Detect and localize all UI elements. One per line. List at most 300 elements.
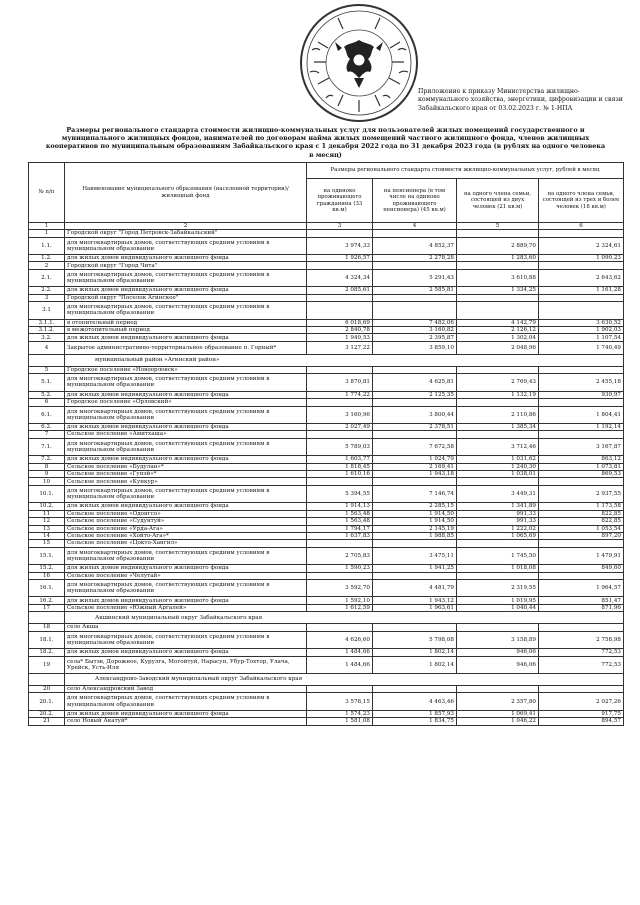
housing-type-name: Закрытое административно-территориальное образование п. Горный* [65, 341, 307, 354]
value-family-three [539, 399, 624, 406]
housing-type-name: для жилых домов индивидуального жилищного фонда [65, 565, 307, 572]
value-family-two: 1 341,89 [457, 503, 539, 510]
housing-type-name: села* Бытэв, Дорожное, Курулга, Могойтуй, Нарасун, Убур-Тохтор, Улача, Урейск, Усть-Иля [65, 656, 307, 674]
value-family-three [539, 540, 624, 547]
value-pensioner [373, 302, 457, 320]
table-row [29, 649, 624, 656]
row-number: 5.1. [29, 374, 65, 392]
housing-type-name: Сельское поселение «Одонгсо» [65, 510, 307, 517]
table-row [29, 255, 624, 262]
table-row [29, 693, 624, 711]
row-number: 6 [29, 399, 65, 406]
value-single: 2 840,78 [307, 327, 373, 334]
value-pensioner: 1 914,50 [373, 510, 457, 517]
value-single: 1 603,77 [307, 456, 373, 463]
value-single: 3 127,22 [307, 341, 373, 354]
value-family-two: 1 018,08 [457, 565, 539, 572]
housing-type-name: для жилых домов индивидуального жилищного фонда [65, 255, 307, 262]
value-family-two: 4 142,79 [457, 319, 539, 326]
value-pensioner: 2 145,19 [373, 525, 457, 532]
value-pensioner: 3 160,82 [373, 327, 457, 334]
housing-type-name: для многоквартирных домов, соответствующих средним условиям в муниципальном образовании [65, 485, 307, 503]
value-single: 1 563,48 [307, 510, 373, 517]
row-number: 3.2. [29, 334, 65, 341]
housing-type-name: Сельское поселение «Южный Аргалей» [65, 604, 307, 611]
value-pensioner: 1 943,12 [373, 597, 457, 604]
value-single [307, 431, 373, 438]
value-family-two [457, 399, 539, 406]
value-family-three: 1 804,41 [539, 406, 624, 424]
housing-type-name: для жилых домов индивидуального жилищного фонда [65, 391, 307, 398]
table-row [29, 510, 624, 517]
value-family-three: 2 643,62 [539, 269, 624, 287]
value-single [307, 478, 373, 485]
value-family-two [457, 302, 539, 320]
value-family-three: 1 073,81 [539, 463, 624, 470]
row-number: 5.2. [29, 391, 65, 398]
value-single: 1 612,59 [307, 604, 373, 611]
value-single: 1 914,13 [307, 503, 373, 510]
housing-type-name: Сельское поселение «Хойто-Ага»* [65, 532, 307, 539]
section-title: муниципальный район «Агинский район» [65, 354, 624, 366]
housing-type-name: для многоквартирных домов, соответствующих средним условиям в муниципальном образовании [65, 693, 307, 711]
value-family-two: 3 712,46 [457, 438, 539, 456]
value-family-three: 1 192,14 [539, 424, 624, 431]
table-section-row [29, 354, 624, 366]
row-number: 7.2. [29, 456, 65, 463]
table-row [29, 525, 624, 532]
value-family-two: 2 048,96 [457, 341, 539, 354]
value-pensioner: 2 125,35 [373, 391, 457, 398]
housing-type-name: для жилых домов индивидуального жилищного фонда [65, 649, 307, 656]
value-family-two: 1 334,25 [457, 287, 539, 294]
housing-type-name: село Новый Акатуй* [65, 718, 307, 725]
row-number: 4 [29, 341, 65, 354]
municipality-name: село Александровский Завод [65, 686, 307, 693]
row-number: 16.2. [29, 597, 65, 604]
value-family-two: 1 031,62 [457, 456, 539, 463]
value-single: 1 590,23 [307, 565, 373, 572]
value-single: 4 324,34 [307, 269, 373, 287]
table-row [29, 540, 624, 547]
value-family-three: 1 161,28 [539, 287, 624, 294]
value-family-three [539, 686, 624, 693]
table-row [29, 597, 624, 604]
table-body [29, 230, 624, 726]
municipality-name: Сельское поселение «Челутай» [65, 572, 307, 579]
housing-type-name: Сельское поселение «Будулан»* [65, 463, 307, 470]
column-number: 1 [29, 223, 65, 230]
housing-type-name: Сельское поселение «Гунэй»* [65, 471, 307, 478]
value-pensioner: 1 802,14 [373, 656, 457, 674]
row-number: 10 [29, 478, 65, 485]
column-header-pensioner: на пенсионера (в том числе на одиноко проживающего пенсионера) (45 кв.м) [373, 179, 457, 223]
value-single [307, 399, 373, 406]
housing-type-name: в межотопительный период [65, 327, 307, 334]
housing-type-name: для многоквартирных домов, соответствующих средним условиям в муниципальном образовании [65, 438, 307, 456]
value-pensioner: 4 463,46 [373, 693, 457, 711]
value-single: 3 974,33 [307, 237, 373, 255]
appendix-line: коммунального хозяйства, энергетики, цифровизации и связи [418, 96, 623, 104]
value-single: 1 774,22 [307, 391, 373, 398]
value-pensioner [373, 478, 457, 485]
row-number: 19 [29, 656, 65, 674]
housing-type-name: Сельское поселение «Урда-Ага» [65, 525, 307, 532]
value-family-two: 3 158,89 [457, 631, 539, 649]
value-family-three: 897,20 [539, 532, 624, 539]
municipality-name: Городской округ "Поселок Агинское" [65, 294, 307, 301]
housing-type-name: для многоквартирных домов, соответствующих средним условиям в муниципальном образовании [65, 406, 307, 424]
value-family-three: 917,75 [539, 710, 624, 717]
column-number: 6 [539, 223, 624, 230]
municipality-name: Городское поселение «Новоорловск» [65, 366, 307, 373]
table-row [29, 294, 624, 301]
value-family-three: 894,57 [539, 718, 624, 725]
value-family-two [457, 540, 539, 547]
value-family-three: 2 455,18 [539, 374, 624, 392]
value-single: 5 789,03 [307, 438, 373, 456]
value-family-three: 1 053,54 [539, 525, 624, 532]
value-pensioner: 1 924,79 [373, 456, 457, 463]
value-family-two: 2 889,70 [457, 237, 539, 255]
housing-type-name: Сельское поселение «Судунтуй» [65, 518, 307, 525]
row-number: 7.1. [29, 438, 65, 456]
housing-type-name: для многоквартирных домов, соответствующих средним условиям в муниципальном образовании [65, 631, 307, 649]
table-row [29, 406, 624, 424]
value-pensioner [373, 540, 457, 547]
table-row [29, 319, 624, 326]
value-family-three: 1 173,58 [539, 503, 624, 510]
value-pensioner: 2 278,28 [373, 255, 457, 262]
table-row [29, 624, 624, 631]
table-row [29, 237, 624, 255]
row-number: 1.2. [29, 255, 65, 262]
table-section-row [29, 674, 624, 686]
value-family-two: 2 357,80 [457, 693, 539, 711]
value-pensioner [373, 262, 457, 269]
table-row [29, 710, 624, 717]
value-family-three: 2 027,26 [539, 693, 624, 711]
value-family-two: 1 385,34 [457, 424, 539, 431]
value-pensioner: 7 146,74 [373, 485, 457, 503]
row-number: 16 [29, 572, 65, 579]
value-pensioner: 4 481,79 [373, 579, 457, 597]
housing-type-name: для многоквартирных домов, соответствующих средним условиям в муниципальном образовании [65, 579, 307, 597]
row-number: 10.2. [29, 503, 65, 510]
housing-type-name: для жилых домов индивидуального жилищного фонда [65, 424, 307, 431]
value-pensioner [373, 399, 457, 406]
housing-type-name: для жилых домов индивидуального жилищного фонда [65, 456, 307, 463]
table-row [29, 463, 624, 470]
row-number: 16.1. [29, 579, 65, 597]
value-pensioner: 1 988,85 [373, 532, 457, 539]
housing-type-name: для многоквартирных домов, соответствующих средним условиям в муниципальном образовании [65, 547, 307, 565]
row-number: 15 [29, 540, 65, 547]
value-family-two: 2 319,55 [457, 579, 539, 597]
title-line: кооперативов по муниципальным образованиям Забайкальского края с 1 декабря 2022 года по 31 декабря 2023 года (в рублях на одного человека [45, 142, 606, 151]
value-pensioner [373, 294, 457, 301]
municipality-name: Городской округ "Город Чита" [65, 262, 307, 269]
value-family-two [457, 230, 539, 237]
column-header-single: на одиноко проживающего гражданина (33 кв.м) [307, 179, 373, 223]
title-line: муниципального жилищных фондов, нанимателей по договорам найма жилых помещений частного жилищного фонда, членов жилищных [61, 134, 590, 143]
table-row [29, 374, 624, 392]
value-family-two: 1 038,01 [457, 471, 539, 478]
value-single [307, 686, 373, 693]
row-number: 3 [29, 294, 65, 301]
table-row [29, 287, 624, 294]
column-header-name: Наименование муниципального образования (населенной территории)/ жилищный фонд [65, 163, 307, 223]
value-pensioner: 1 834,75 [373, 718, 457, 725]
table-row [29, 579, 624, 597]
value-single: 6 018,69 [307, 319, 373, 326]
column-header-no: № п/п [29, 163, 65, 223]
value-family-two [457, 431, 539, 438]
value-single: 3 160,96 [307, 406, 373, 424]
column-number: 3 [307, 223, 373, 230]
table-row [29, 547, 624, 565]
table-row [29, 230, 624, 237]
value-single: 2 027,49 [307, 424, 373, 431]
value-family-two: 3 449,31 [457, 485, 539, 503]
table-row [29, 572, 624, 579]
row-number: 15.1. [29, 547, 65, 565]
housing-type-name: для жилых домов индивидуального жилищного фонда [65, 503, 307, 510]
value-single: 1 926,57 [307, 255, 373, 262]
value-family-three [539, 431, 624, 438]
housing-type-name: для многоквартирных домов, соответствующих средним условиям в муниципальном образовании [65, 269, 307, 287]
value-single: 1 818,45 [307, 463, 373, 470]
section-title: Александрово-Заводский муниципальный округ Забайкальского края [65, 674, 624, 686]
value-pensioner: 2 585,81 [373, 287, 457, 294]
value-family-two: 991,33 [457, 510, 539, 517]
table-row [29, 503, 624, 510]
value-pensioner [373, 431, 457, 438]
value-pensioner [373, 230, 457, 237]
value-single: 1 637,83 [307, 532, 373, 539]
value-pensioner: 3 475,11 [373, 547, 457, 565]
table-row [29, 327, 624, 334]
table-row [29, 391, 624, 398]
value-single: 1 610,16 [307, 471, 373, 478]
table-row [29, 518, 624, 525]
value-family-three [539, 624, 624, 631]
table-row [29, 656, 624, 674]
value-family-three: 1 902,03 [539, 327, 624, 334]
value-single: 1 592,10 [307, 597, 373, 604]
value-pensioner: 4 852,37 [373, 237, 457, 255]
value-family-two: 1 240,30 [457, 463, 539, 470]
value-pensioner [373, 572, 457, 579]
value-family-three: 871,96 [539, 604, 624, 611]
table-row [29, 269, 624, 287]
row-number: 2 [29, 262, 65, 269]
row-number: 20.2. [29, 710, 65, 717]
value-family-two: 991,33 [457, 518, 539, 525]
table-row [29, 302, 624, 320]
value-family-two [457, 624, 539, 631]
table-row [29, 471, 624, 478]
table-row [29, 456, 624, 463]
value-family-three: 1 964,57 [539, 579, 624, 597]
value-family-three: 822,85 [539, 518, 624, 525]
value-family-three [539, 366, 624, 373]
value-family-two: 1 069,41 [457, 710, 539, 717]
table-row [29, 485, 624, 503]
municipality-name: Сельское поселение «Амитхаша» [65, 431, 307, 438]
value-single: 4 626,60 [307, 631, 373, 649]
title-line: в месяц) [309, 150, 342, 159]
table-row [29, 341, 624, 354]
appendix-line: Приложение к приказу Министерства жилищно- [418, 88, 580, 95]
value-family-two: 1 302,04 [457, 334, 539, 341]
section-title: Акшинский муниципальный округ Забайкальского края [65, 612, 624, 624]
value-family-two: 1 745,50 [457, 547, 539, 565]
value-family-three: 869,53 [539, 471, 624, 478]
table-row [29, 478, 624, 485]
value-pensioner: 3 800,44 [373, 406, 457, 424]
housing-type-name: в отопительный период [65, 319, 307, 326]
value-single [307, 262, 373, 269]
title-line: Размеры регионального стандарта стоимости жилищно-коммунальных услуг для пользователей жилых помещений государственного и [66, 126, 585, 134]
value-single: 1 484,66 [307, 656, 373, 674]
row-number: 13 [29, 525, 65, 532]
value-pensioner: 4 625,81 [373, 374, 457, 392]
value-pensioner: 5 291,43 [373, 269, 457, 287]
value-family-two [457, 478, 539, 485]
standards-table [28, 162, 624, 726]
value-pensioner [373, 366, 457, 373]
municipality-name: Городское поселение «Орловский» [65, 399, 307, 406]
column-group-header: Размеры регионального стандарта стоимости жилищно-коммунальных услуг, рублей в месяц [307, 163, 624, 179]
row-number: 6.2. [29, 424, 65, 431]
appendix-reference [418, 88, 624, 113]
row-number: 9 [29, 471, 65, 478]
value-family-three: 3 630,52 [539, 319, 624, 326]
value-family-two: 946,06 [457, 656, 539, 674]
row-number [29, 674, 65, 686]
municipality-name: село Акша [65, 624, 307, 631]
value-single: 3 870,81 [307, 374, 373, 392]
row-number: 3.1 [29, 302, 65, 320]
value-pensioner: 7 672,58 [373, 438, 457, 456]
official-seal-icon [298, 2, 420, 124]
value-family-two [457, 686, 539, 693]
table-row [29, 334, 624, 341]
value-single: 2 705,83 [307, 547, 373, 565]
value-pensioner: 7 482,06 [373, 319, 457, 326]
value-family-two: 946,06 [457, 649, 539, 656]
value-pensioner [373, 686, 457, 693]
value-pensioner: 2 395,87 [373, 334, 457, 341]
value-family-three: 1 090,23 [539, 255, 624, 262]
value-family-three [539, 302, 624, 320]
row-number: 3.1.1. [29, 319, 65, 326]
value-family-three [539, 572, 624, 579]
column-number: 2 [65, 223, 307, 230]
value-pensioner: 3 859,10 [373, 341, 457, 354]
value-family-three: 849,60 [539, 565, 624, 572]
value-family-two [457, 262, 539, 269]
row-number [29, 612, 65, 624]
column-numbering-row [29, 223, 624, 230]
value-pensioner [373, 624, 457, 631]
table-row [29, 424, 624, 431]
table-row [29, 565, 624, 572]
value-family-three: 2 937,55 [539, 485, 624, 503]
table-row [29, 262, 624, 269]
value-single: 3 592,70 [307, 579, 373, 597]
value-family-three: 822,85 [539, 510, 624, 517]
value-pensioner: 1 963,61 [373, 604, 457, 611]
value-family-three: 851,47 [539, 597, 624, 604]
value-family-two: 1 132,19 [457, 391, 539, 398]
value-single: 2 085,61 [307, 287, 373, 294]
row-number: 20 [29, 686, 65, 693]
row-number: 21 [29, 718, 65, 725]
municipality-name: Сельское поселение «Кункур» [65, 478, 307, 485]
housing-type-name: для жилых домов индивидуального жилищного фонда [65, 597, 307, 604]
row-number: 11 [29, 510, 65, 517]
value-family-three [539, 262, 624, 269]
row-number: 3.1.2. [29, 327, 65, 334]
value-family-three [539, 478, 624, 485]
value-family-three [539, 230, 624, 237]
value-family-two: 3 610,88 [457, 269, 539, 287]
row-number: 14 [29, 532, 65, 539]
table-row [29, 366, 624, 373]
row-number: 10.1. [29, 485, 65, 503]
municipality-name: Городской округ "Город Петровск-Забайкальский" [65, 230, 307, 237]
value-family-three: 3 167,87 [539, 438, 624, 456]
table-row [29, 604, 624, 611]
row-number: 12 [29, 518, 65, 525]
value-family-two: 2 769,43 [457, 374, 539, 392]
row-number: 2.1. [29, 269, 65, 287]
row-number: 1.1. [29, 237, 65, 255]
value-pensioner: 5 798,08 [373, 631, 457, 649]
value-family-two: 1 222,02 [457, 525, 539, 532]
value-family-two [457, 366, 539, 373]
value-family-three: 1 479,91 [539, 547, 624, 565]
value-pensioner: 2 285,15 [373, 503, 457, 510]
value-single: 1 581,08 [307, 718, 373, 725]
value-pensioner: 1 943,18 [373, 471, 457, 478]
value-single [307, 540, 373, 547]
row-number: 17 [29, 604, 65, 611]
value-single: 1 794,17 [307, 525, 373, 532]
row-number [29, 354, 65, 366]
value-family-two: 1 019,95 [457, 597, 539, 604]
row-number: 8 [29, 463, 65, 470]
table-section-row [29, 612, 624, 624]
row-number: 6.1. [29, 406, 65, 424]
value-pensioner: 1 941,25 [373, 565, 457, 572]
value-family-three: 772,53 [539, 656, 624, 674]
row-number: 18.2. [29, 649, 65, 656]
value-family-three: 772,53 [539, 649, 624, 656]
value-single [307, 294, 373, 301]
value-single: 5 394,55 [307, 485, 373, 503]
value-pensioner: 1 802,14 [373, 649, 457, 656]
value-family-two: 1 040,44 [457, 604, 539, 611]
value-single: 3 578,15 [307, 693, 373, 711]
table-row [29, 431, 624, 438]
table-row [29, 532, 624, 539]
row-number: 18.1. [29, 631, 65, 649]
housing-type-name: для многоквартирных домов, соответствующих средним условиям в муниципальном образовании [65, 374, 307, 392]
value-single [307, 572, 373, 579]
